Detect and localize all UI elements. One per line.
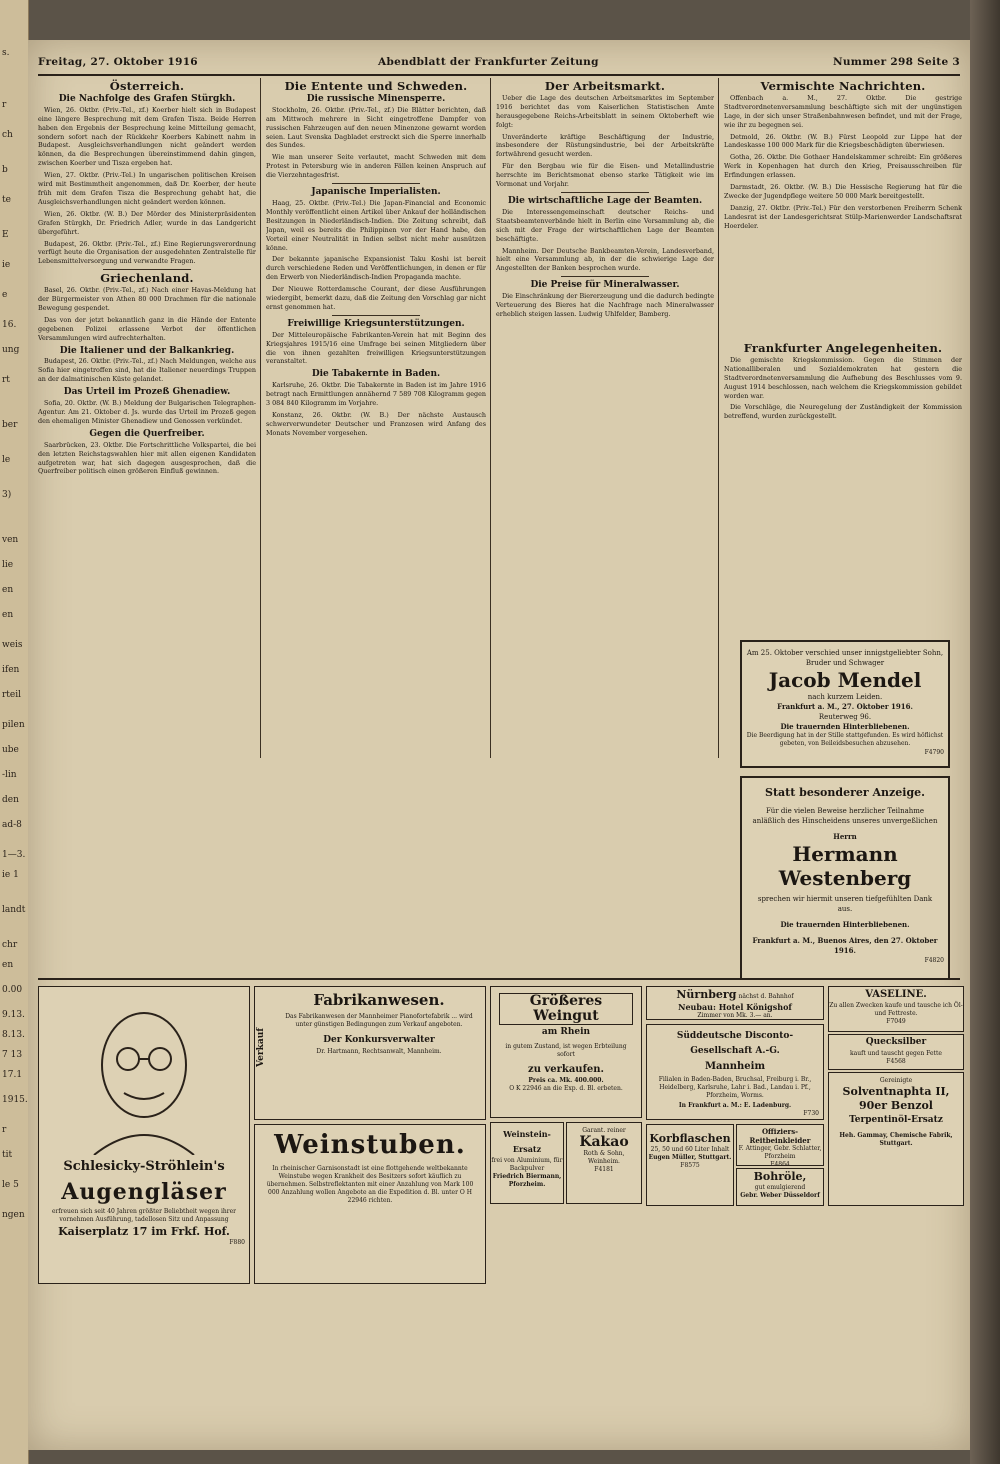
previous-page-edge xyxy=(0,0,29,1464)
notice-mourners: Die trauernden Hinterbliebenen. xyxy=(780,722,910,731)
ad-firm: Gebr. Weber Düsseldorf xyxy=(740,1192,820,1199)
ad-code: F4181 xyxy=(594,1166,614,1173)
gutter-fragment: e xyxy=(2,290,8,300)
article-paragraph: Sofia, 20. Oktbr. (W. B.) Meldung der Bulgarischen Telegraphen-Agentur. Am 21. Oktober d. Js. wurde das Urteil im Prozeß gegen den ehemaligen Minister Ghenadiew und Genossen verkündet. xyxy=(38,399,256,425)
article-headline: Die Tabakernte in Baden. xyxy=(311,369,441,380)
gutter-fragment: 17.1 xyxy=(2,1070,23,1080)
gutter-fragment: ube xyxy=(2,745,19,755)
ad-text: 25, 50 und 60 Liter Inhalt xyxy=(650,1146,730,1153)
ad-title: Kakao xyxy=(579,1134,629,1150)
article-headline: Die russische Minensperre. xyxy=(306,93,446,104)
ad-brand: Schlesicky-Ströhlein's xyxy=(63,1158,225,1174)
article-paragraph: Stockholm, 26. Oktbr. (Priv.-Tel., zf.) Die Blätter berichten, daß am Mittwoch mehrere in Sicht eingetroffene Dampfer von russischen Fahrzeugen auf den neuen Minenzone gewarnt worden seien. Laut Svenska Dagbladet erstreckt sich die Sperre innerhalb des Sundes. xyxy=(266,105,486,150)
gutter-fragment: tit xyxy=(2,1150,13,1160)
ad-cream-of-tartar-substitute xyxy=(490,1122,564,1204)
gutter-fragment: weis xyxy=(2,640,23,650)
ad-vineyard xyxy=(490,986,642,1118)
ad-factory-sale xyxy=(254,986,486,1120)
article-paragraph: Die Interessengemeinschaft deutscher Reichs- und Staatsbeamtenverbände hielt in Berlin eine Versammlung ab, die sich mit der Frage der wirtschaftlichen Lage der Beamten beschäftigte. xyxy=(496,207,714,243)
notice-text: Am 25. Oktober verschied unser innigstgeliebter Sohn, Bruder und Schwager xyxy=(746,649,944,667)
article-paragraph: Basel, 26. Oktbr. (Priv.-Tel., zf.) Nach einer Havas-Meldung hat der Bürgermeister von Athen 80 000 Drachmen für die nationale Bewegung gespendet. xyxy=(38,286,256,312)
article-paragraph: Saarbrücken, 23. Oktbr. Die Fortschrittliche Volkspartei, die bei den letzten Reichstagswahlen hier mit allen eigenen Kandidaten aufgetreten war, hat sich dagegen ausgesprochen, daß die Querfreiber politisch einen größeren Einfluß gewinnen. xyxy=(38,440,256,476)
article-paragraph: Karlsruhe, 26. Oktbr. Die Tabakernte in Baden ist im Jahre 1916 betragt nach Ermittlungen annähernd 7 589 708 Kilogramm gegen 3 084 840 Kilogramm im Vorjahre. xyxy=(266,381,486,408)
gutter-fragment: r xyxy=(2,100,7,110)
notice-herrn: Herrn xyxy=(833,832,857,841)
gutter-fragment: 16. xyxy=(2,320,17,330)
ad-near: nächst d. Bahnhof xyxy=(738,993,794,1000)
gutter-fragment: E xyxy=(2,230,9,240)
gutter-fragment: -lin xyxy=(2,770,17,780)
notice-street: Reuterweg 96. xyxy=(818,713,872,721)
article-paragraph: Mannheim. Der Deutsche Bankbeamten-Verein, Landesverband, hielt eine Versammlung ab, in der die schwierige Lage der Angestellten der Banken besprochen wurde. xyxy=(496,246,714,273)
ad-title: Solventnaphta II, 90er Benzol xyxy=(842,1085,950,1112)
ad-bank xyxy=(646,1024,824,1120)
masthead xyxy=(38,54,960,76)
article-headline: Gegen die Querfreiber. xyxy=(89,428,205,439)
gutter-fragment: ie xyxy=(2,260,11,270)
portrait-illustration-icon xyxy=(64,995,224,1155)
article-paragraph: Budapest, 26. Oktbr. (Priv.-Tel., zf.) Eine Regierungsverordnung verfügt heute die Organisation der ausgedehnten Zentralstelle für Lebensmittelversorgung und verwandte Fragen. xyxy=(38,239,256,266)
gutter-fragment: 7 13 xyxy=(2,1050,23,1060)
ad-firm: Eugen Müller, Stuttgart. xyxy=(648,1154,732,1161)
article-headline: Die Nachfolge des Grafen Stürgkh. xyxy=(58,93,236,104)
ad-text: erfreuen sich seit 40 Jahren größter Beliebtheit wegen ihrer vornehmen Ausführung, tadellosen Sitz und Anpassung xyxy=(51,1207,237,1223)
ad-product: Augengläser xyxy=(61,1178,227,1205)
ad-text: Zimmer von Mk. 3.— an. xyxy=(697,1012,773,1019)
notice-code: F4790 xyxy=(924,749,944,756)
ad-title: Fabrikanwesen. xyxy=(313,991,445,1009)
ad-drilling-oil xyxy=(736,1168,824,1206)
gutter-fragment: lie xyxy=(2,560,14,570)
gutter-fragment: 9.13. xyxy=(2,1010,25,1020)
article-paragraph: Wie man unserer Seite verlautet, macht Schweden mit dem Protest in Petersburg wie in anderen Fällen keinen Anspruch auf die Vierzehntagesfrist. xyxy=(266,153,486,180)
article-paragraph: Darmstadt, 26. Oktbr. (W. B.) Die Hessische Regierung hat für die Zwecke der Jugendpflege weitere 50 000 Mark bereitgestellt. xyxy=(724,183,962,200)
ad-city: Mannheim xyxy=(704,1061,766,1072)
column-rule xyxy=(718,78,719,758)
gutter-fragment: ven xyxy=(2,535,19,545)
ad-title: Größeres Weingut xyxy=(499,993,633,1025)
article-paragraph: Die Vorschläge, die Neuregelung der Zuständigkeit der Kommission betreffend, wurden zurückgestellt. xyxy=(724,403,962,421)
gutter-fragment: 0.00 xyxy=(2,985,23,995)
notice-place: Frankfurt a. M., Buenos Aires, den 27. Oktober 1916. xyxy=(752,936,938,955)
ad-cocoa xyxy=(566,1122,642,1204)
ad-title: VASELINE. xyxy=(865,989,927,1000)
article-headline: Das Urteil im Prozeß Ghenadiew. xyxy=(63,387,231,398)
column-entente xyxy=(266,78,486,758)
gutter-fragment: en xyxy=(2,960,14,970)
article-paragraph: Danzig, 27. Oktbr. (Priv.-Tel.) Für den verstorbenen Freiherrn Schenk Landesrat ist der Landesgerichtsrat Stülp-Marienwerder Landschaftsrat Hoerdeler. xyxy=(724,203,962,230)
gutter-fragment: rteil xyxy=(2,690,22,700)
ad-solvent-naphtha xyxy=(828,1072,964,1206)
gutter-fragment: pilen xyxy=(2,720,25,730)
ad-title: Korbflaschen xyxy=(649,1132,731,1145)
ad-branch: In Frankfurt a. M.: E. Ladenburg. xyxy=(678,1102,792,1109)
article-paragraph: Wien, 27. Oktbr. (Priv.-Tel.) In ungarischen politischen Kreisen wird mit Bestimmtheit angenommen, daß Dr. Koerber, der heute früh mit dem Grafen Tisza die Besprechung gehabt hat, die Ausgleichsverhandlungen nicht geändert werden können. xyxy=(38,171,256,206)
issue-date: Freitag, 27. Oktober 1916 xyxy=(38,56,198,68)
ad-code: F880 xyxy=(229,1238,245,1246)
ad-text: in gutem Zustand, ist wegen Erbteilung sofort xyxy=(505,1043,627,1058)
ads-separator xyxy=(38,978,960,980)
ad-hotel: Neubau: Hotel Königshof xyxy=(678,1002,792,1012)
article-headline: Die Preise für Mineralwasser. xyxy=(530,280,680,291)
article-paragraph: Gotha, 26. Oktbr. Die Gothaer Handelskammer schreibt: Ein größeres Werk in Kopenhagen hat durch den Krieg, Preisausschreiben für Erfindungen erlassen. xyxy=(724,153,962,180)
article-paragraph: Wien, 26. Oktbr. (Priv.-Tel., zf.) Koerber hielt sich in Budapest eine längere Besprechung mit dem Grafen Tisza. Beide Herren haben den Ergebnis der Besprechung keine Mitteilung gemacht, sondern sofort nach der Rückkehr Koerbers Kabinett nahm in Budapest. Ausgleichsverhandlungen nicht geändert werden können, da die Besprechungen übereinstimmend dahin gingen, zwischen Koerber und Tisza ergeben hat. xyxy=(38,105,256,168)
ad-subtitle: Terpentinöl-Ersatz xyxy=(849,1115,943,1125)
death-notice-mendel xyxy=(740,640,950,768)
column-labour-market xyxy=(496,78,714,758)
gutter-fragment: landt xyxy=(2,905,26,915)
gutter-fragment: en xyxy=(2,585,14,595)
article-paragraph: Der Nieuwe Rotterdamsche Courant, der diese Ausführungen wiedergibt, bemerkt dazu, daß die Zeitung den Vorschlag gar nicht ernst genommen hat. xyxy=(266,285,486,311)
newspaper-page xyxy=(28,40,970,1450)
article-paragraph: Budapest, 26. Oktbr. (Priv.-Tel., zf.) Nach Meldungen, welche aus Sofia hier eingetroffen sind, hat die Italiener neuerdings Truppen an der dalmatinischen Küste gelandet. xyxy=(38,357,256,384)
ad-sell: zu verkaufen. xyxy=(528,1064,604,1075)
column-miscellaneous xyxy=(724,78,962,338)
gutter-fragment: ie 1 xyxy=(2,870,19,880)
ad-code: F4864 xyxy=(770,1161,790,1166)
article-paragraph: Ueber die Lage des deutschen Arbeitsmarktes im September 1916 berichtet das vom Kaiserlichen Statistischen Amte herausgegebene Reichs-Arbeitsblatt in seinem Oktoberheft wie folgt: xyxy=(496,93,714,129)
gutter-fragment: le 5 xyxy=(2,1180,19,1190)
gutter-fragment: te xyxy=(2,195,11,205)
article-paragraph: Konstanz, 26. Oktbr. (W. B.) Der nächste Austausch schwerverwundeter Deutscher und Franzosen wird Anfang des Monats November vorgesehen. xyxy=(266,411,486,437)
ad-admin: Der Konkursverwalter xyxy=(323,1035,435,1045)
notice-text: nach kurzem Leiden. xyxy=(807,693,883,701)
notice-head: Statt besonderer Anzeige. xyxy=(765,786,925,799)
ad-price: Preis ca. Mk. 400.000. xyxy=(528,1077,604,1084)
article-paragraph: Detmold, 26. Oktbr. (W. B.) Fürst Leopold zur Lippe hat der Landeskasse 100 000 Mark für die Kriegsbeschädigten überwiesen. xyxy=(724,132,962,150)
section-title: Frankfurter Angelegenheiten. xyxy=(743,341,943,355)
divider xyxy=(332,183,420,184)
article-paragraph: Das von der jetzt bekanntlich ganz in die Hände der Entente gegebenen Polizei erlassene Verbot der öffentlichen Versammlungen wird aufrechterhalten. xyxy=(38,315,256,342)
notice-name: Jacob Mendel xyxy=(768,668,922,692)
column-austria xyxy=(38,78,256,758)
ad-text: Zu allen Zwecken kaufe und tausche ich Öl- und Fettreste. xyxy=(829,1002,963,1017)
notice-text: Die Beerdigung hat in der Stille stattgefunden. Es wird höflichst gebeten, von Beileidsbesuchen abzusehen. xyxy=(746,732,944,747)
article-headline: Die wirtschaftliche Lage der Beamten. xyxy=(507,195,703,206)
divider xyxy=(332,315,420,316)
ad-text: In rheinischer Garnisonstadt ist eine flottgehende weltbekannte Weinstube wegen Krankheit des Besitzers sofort käuflich zu übernehmen. Selbstreflektanten mit einer Anzahlung von Mark 100 000 Anzahlung wollen Angebote an die Expedition d. Bl. unter O H 22946 richten. xyxy=(266,1165,474,1204)
article-headline: Freiwillige Kriegsunterstützungen. xyxy=(287,318,465,329)
article-paragraph: Haag, 25. Oktbr. (Priv.-Tel.) Die Japan-Financial and Economic Monthly veröffentlicht einen Artikel über Ankauf der holländischen Besitzungen in Niederländisch-Indien. Die Zeitung schreibt, daß Japan, weil es bereits die Philippinen vor der Hand habe, den Vorteil einer Neutralität in Indien selbst nicht mehr ausnützen könne. xyxy=(266,198,486,252)
ad-text: kauft und tauscht gegen Fette xyxy=(850,1050,942,1057)
ad-subtitle: gut emulgierend xyxy=(754,1184,806,1191)
gutter-fragment: ad-8 xyxy=(2,820,22,830)
death-notice-westenberg xyxy=(740,776,950,980)
ad-text: Das Fabrikanwesen der Mannheimer Pianofortefabrik ... wird unter günstigen Bedingungen zum Verkauf angeboten. xyxy=(285,1013,473,1028)
ad-riding-breeches xyxy=(736,1124,824,1166)
gutter-fragment: s. xyxy=(2,48,10,58)
article-paragraph: Die Einschränkung der Biererzeugung und die dadurch bedingte Verteuerung des Bieres hat die Nachfrage nach Mineralwasser erheblich steigen lassen. Ludwig Uhlfelder, Bamberg. xyxy=(496,292,714,318)
gutter-fragment: r xyxy=(2,1125,7,1135)
ad-title: Quecksilber xyxy=(865,1037,927,1047)
gutter-fragment: 1—3. xyxy=(2,850,26,860)
divider xyxy=(561,276,648,277)
divider xyxy=(561,192,648,193)
ad-firm: Heh. Gammay, Chemische Fabrik, Stuttgart. xyxy=(839,1132,953,1147)
issue-number: Nummer 298 Seite 3 xyxy=(832,56,960,68)
gutter-fragment: ch xyxy=(2,130,13,140)
notice-text: Für die vielen Beweise herzlicher Teilnahme anläßlich des Hinscheidens unseres unvergeßlichen xyxy=(752,807,938,825)
ad-side-label: Verkauf xyxy=(256,1027,266,1067)
ad-demijohns xyxy=(646,1124,734,1206)
gutter-fragment: rt xyxy=(2,375,10,385)
section-title: Der Arbeitsmarkt. xyxy=(544,79,666,93)
column-frankfurt xyxy=(724,340,962,640)
gutter-fragment: ber xyxy=(2,420,18,430)
notice-code: F4820 xyxy=(924,957,944,964)
ad-optician xyxy=(38,986,250,1284)
column-rule xyxy=(490,78,491,758)
gutter-fragment: 8.13. xyxy=(2,1030,25,1040)
gutter-fragment: ung xyxy=(2,345,20,355)
newspaper-title: Abendblatt der Frankfurter Zeitung xyxy=(378,56,599,68)
gutter-fragment: 3) xyxy=(2,490,12,500)
gutter-fragment: den xyxy=(2,795,19,805)
ad-code: F730 xyxy=(803,1110,819,1117)
column-rule xyxy=(260,78,261,758)
notice-mourners: Die trauernden Hinterbliebenen. xyxy=(780,920,910,929)
article-headline: Die Italiener und der Balkankrieg. xyxy=(59,345,235,356)
ad-address: Kaiserplatz 17 im Frkf. Hof. xyxy=(58,1224,230,1238)
notice-place: Frankfurt a. M., 27. Oktober 1916. xyxy=(777,702,913,711)
notice-name: Hermann Westenberg xyxy=(778,842,912,890)
ad-hotel-nuernberg xyxy=(646,986,824,1020)
section-title: Griechenland. xyxy=(100,271,194,286)
ad-head: Gereinigte xyxy=(879,1077,913,1084)
article-paragraph: Für den Bergbau wie für die Eisen- und Metallindustrie herrschte im Berichtsmonat ebenso starke Tätigkeit wie im Vormonat und Vorjahr. xyxy=(496,162,714,189)
gutter-fragment: le xyxy=(2,455,11,465)
ad-title: Süddeutsche Disconto-Gesellschaft A.-G. xyxy=(676,1031,794,1056)
gutter-fragment: chr xyxy=(2,940,18,950)
ad-firm: Friedrich Biermann, Pforzheim. xyxy=(492,1173,562,1188)
article-headline: Japanische Imperialisten. xyxy=(311,187,441,198)
ad-firm: F. Attinger, Gebr. Schlatter, Pforzheim xyxy=(738,1145,822,1160)
ad-code: O K 22946 an die Exp. d. Bl. erbeten. xyxy=(509,1085,623,1092)
ad-vaseline xyxy=(828,986,964,1032)
book-spine-edge xyxy=(970,0,1000,1464)
article-paragraph: Die gemischte Kriegskommission. Gegen die Stimmen der Nationalliberalen und Sozialdemokraten hat gestern die Stadtverordnetenversammlung die Aufhebung des Beschlusses vom 9. August 1914 beschlossen, nach welchem die Kriegskommission gebildet worden war. xyxy=(724,355,962,400)
ad-wine-tavern xyxy=(254,1124,486,1284)
ad-subtitle: am Rhein xyxy=(541,1027,591,1037)
article-paragraph: Wien, 26. Oktbr. (W. B.) Der Mörder des Ministerpräsidenten Grafen Stürgkh, Dr. Friedrich Adler, wurde in das Landgericht übergeführt. xyxy=(38,209,256,236)
notice-text: sprechen wir hiermit unseren tiefgefühlten Dank aus. xyxy=(757,895,933,913)
ad-title: Bohröle, xyxy=(753,1170,807,1183)
ad-text: Filialen in Baden-Baden, Bruchsal, Freiburg i. Br., Heidelberg, Karlsruhe, Lahr i. Bad., Landau i. Pf., Pforzheim, Worms. xyxy=(658,1076,812,1099)
ad-firm: Roth & Sohn, Weinheim. xyxy=(583,1150,625,1165)
section-title: Österreich. xyxy=(109,79,185,93)
ad-title: Offiziers-Reitbeinkleider xyxy=(749,1127,811,1145)
article-paragraph: Der Mitteleuropäische Fabrikanten-Verein hat mit Beginn des Kriegsjahres 1915/16 eine Umfrage bei seinen Mitgliedern über die von ihnen gezahlten freiwilligen Kriegsunterstützungen veranstaltet. xyxy=(266,330,486,366)
ad-head: Garant. reiner xyxy=(582,1127,626,1134)
gutter-fragment: 1915. xyxy=(2,1095,28,1105)
divider xyxy=(103,269,190,270)
ad-text: frei von Aluminium, für Backpulver xyxy=(491,1157,563,1172)
gutter-fragment: en xyxy=(2,610,14,620)
article-paragraph: Der bekannte japanische Expansionist Taku Koshi ist bereit durch verschiedene Reden und Veröffentlichungen, in denen er für den Erwerb von Niederländisch-Indien Propaganda machte. xyxy=(266,255,486,282)
ad-city: Nürnberg xyxy=(676,988,737,1001)
ad-code: F7049 xyxy=(886,1018,906,1025)
ad-code: F8575 xyxy=(680,1162,700,1169)
article-paragraph: Offenbach a. M., 27. Oktbr. Die gestrige Stadtverordnetenversammlung beschäftigte sich mit der ungünstigen Lage, in der sich unser Straßenbahnwesen befindet, und mit der Frage, wie ihr zu begegnen sei. xyxy=(724,93,962,129)
ad-firm: Dr. Hartmann, Rechtsanwalt, Mannheim. xyxy=(316,1048,442,1055)
ad-title: Weinstuben. xyxy=(274,1130,466,1160)
section-title: Vermischte Nachrichten. xyxy=(760,79,926,93)
ad-title: Weinstein-Ersatz xyxy=(503,1129,551,1154)
section-title: Die Entente und Schweden. xyxy=(284,79,468,93)
ad-code: F4568 xyxy=(886,1058,906,1065)
ad-mercury xyxy=(828,1034,964,1070)
gutter-fragment: ngen xyxy=(2,1210,25,1220)
gutter-fragment: ifen xyxy=(2,665,20,675)
gutter-fragment: b xyxy=(2,165,8,175)
article-paragraph: Unveränderte kräftige Beschäftigung der Industrie, insbesondere der Rüstungsindustrie, bei der Arbeitskräfte fortwährend gesucht werden. xyxy=(496,132,714,159)
